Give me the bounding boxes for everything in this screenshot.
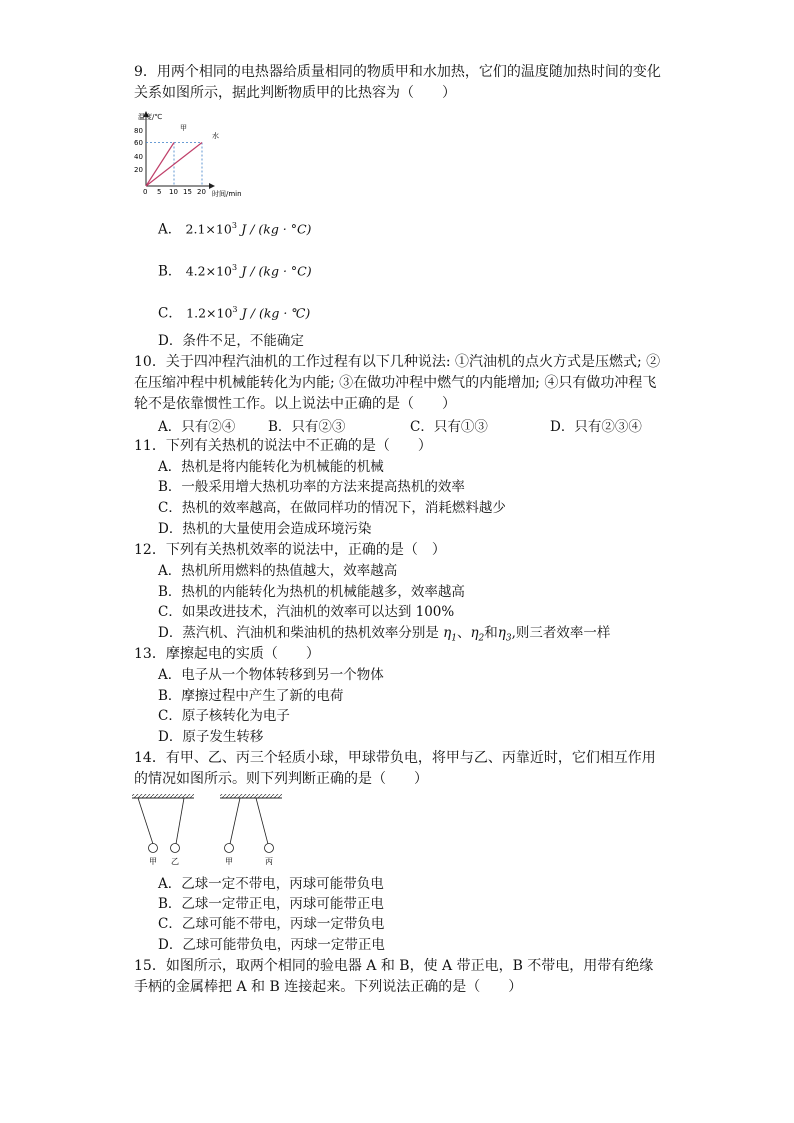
q9-option-a-coef: 2.1×10 — [185, 221, 232, 237]
charged-balls-figure — [128, 792, 288, 870]
label-jia-right: 甲 — [225, 857, 233, 866]
q10-option-d[interactable]: D．只有②③④ — [550, 419, 642, 435]
ytick-80: 80 — [134, 127, 143, 135]
q13-option-d[interactable]: D．原子发生转移 — [158, 729, 264, 745]
ball-jia-left — [149, 844, 158, 853]
q13-option-a[interactable]: A．电子从一个物体转移到另一个物体 — [158, 667, 384, 683]
q12-option-a[interactable]: A．热机所用燃料的热值越大，效率越高 — [158, 563, 398, 579]
q14-option-a[interactable]: A．乙球一定不带电，丙球可能带负电 — [158, 876, 384, 892]
q11-option-a[interactable]: A．热机是将内能转化为机械能的机械 — [158, 459, 384, 475]
left-support — [132, 794, 194, 798]
q10-option-a[interactable]: A．只有②④ — [158, 419, 236, 435]
question-12-text: 12．下列有关热机效率的说法中，正确的是（ ） — [134, 542, 446, 558]
q10-option-b[interactable]: B．只有②③ — [268, 419, 346, 435]
q9-option-a[interactable]: A． $2.1\times 10^3$ J / (kg · °C) — [158, 221, 312, 238]
q14-option-c[interactable]: C．乙球可能不带电，丙球一定带负电 — [158, 916, 385, 932]
label-yi: 乙 — [171, 857, 179, 866]
xtick-15: 15 — [183, 188, 192, 196]
q9-option-b[interactable]: B． $4.2\times 10^3$ J / (kg · °C) — [158, 263, 312, 280]
question-11-text: 11．下列有关热机的说法中不正确的是（ ） — [134, 438, 432, 454]
xtick-0: 0 — [143, 188, 148, 196]
ytick-40: 40 — [134, 153, 143, 161]
q10-options-row — [0, 415, 794, 435]
q14-option-b[interactable]: B．乙球一定带正电，丙球可能带正电 — [158, 896, 384, 912]
q11-option-d[interactable]: D．热机的大量使用会造成环境污染 — [158, 521, 372, 537]
q12-option-b[interactable]: B．热机的内能转化为热机的机械能越多，效率越高 — [158, 584, 465, 600]
string-jia-right — [230, 798, 240, 844]
q11-option-b[interactable]: B．一般采用增大热机功率的方法来提高热机的效率 — [158, 479, 465, 495]
string-jia-left — [138, 798, 153, 844]
xtick-5: 5 — [157, 188, 162, 196]
string-yi — [176, 798, 184, 844]
ball-bing — [265, 844, 274, 853]
graph-ylabel: 温度/℃ — [138, 113, 163, 121]
q11-option-c[interactable]: C．热机的效率越高，在做同样功的情况下，消耗燃料越少 — [158, 500, 506, 516]
series-line-jia — [146, 143, 174, 187]
ball-yi — [171, 844, 180, 853]
question-9-text: 9．用两个相同的电热器给质量相同的物质甲和水加热，它们的温度随加热时间的变化关系如图所示，据此判断物质甲的比热容为（ ） — [134, 64, 661, 101]
ball-jia-right — [225, 844, 234, 853]
question-15-text: 15．如图所示，取两个相同的验电器 A 和 B，使 A 带正电，B 不带电，用带有绝缘手柄的金属棒把 A 和 B 连接起来。下列说法正确的是（ ） — [134, 958, 654, 995]
temperature-time-graph — [122, 108, 252, 200]
q10-option-c[interactable]: C．只有①③ — [410, 419, 488, 435]
q9-option-c[interactable]: C． $1.2\times 10^3$ J / (kg · ℃) — [158, 305, 311, 322]
q13-option-b[interactable]: B．摩擦过程中产生了新的电荷 — [158, 688, 344, 704]
q13-option-c[interactable]: C．原子核转化为电子 — [158, 708, 290, 724]
ytick-60: 60 — [134, 139, 143, 147]
string-bing — [256, 798, 268, 844]
q12-option-c[interactable]: C．如果改进技术，汽油机的效率可以达到 100% — [158, 604, 455, 620]
series-label-jia: 甲 — [180, 124, 187, 132]
q9-option-d[interactable]: D．条件不足，不能确定 — [158, 333, 304, 349]
label-jia-left: 甲 — [149, 857, 157, 866]
xtick-20: 20 — [197, 188, 206, 196]
question-13-text: 13．摩擦起电的实质（ ） — [134, 646, 320, 662]
label-bing: 丙 — [265, 857, 273, 866]
q14-option-d[interactable]: D．乙球可能带负电，丙球一定带正电 — [158, 937, 385, 953]
q9-option-a-unit: J / (kg · °C) — [241, 221, 312, 237]
xtick-10: 10 — [169, 188, 178, 196]
series-label-shui: 水 — [212, 132, 219, 140]
right-support — [220, 794, 282, 798]
graph-xlabel: 时间/min — [212, 190, 242, 198]
question-14-text: 14．有甲、乙、丙三个轻质小球，甲球带负电，将甲与乙、丙靠近时，它们相互作用的情况如图所示。则下列判断正确的是（ ） — [134, 750, 656, 787]
ytick-20: 20 — [134, 166, 143, 174]
question-10-text: 10．关于四冲程汽油机的工作过程有以下几种说法: ①汽油机的点火方式是压燃式; ②在压缩冲程中机械能转化为内能; ③在做功冲程中燃气的内能增加; ④只有做功冲程飞轮不是依靠惯性工作。以上说法中正确的是（ ） — [134, 354, 661, 412]
q12-option-d[interactable]: D．蒸汽机、汽油机和柴油机的热机效率分别是 $\eta_1$、$\eta_2$和$\eta_3$,则三者效率一样 — [158, 625, 611, 644]
